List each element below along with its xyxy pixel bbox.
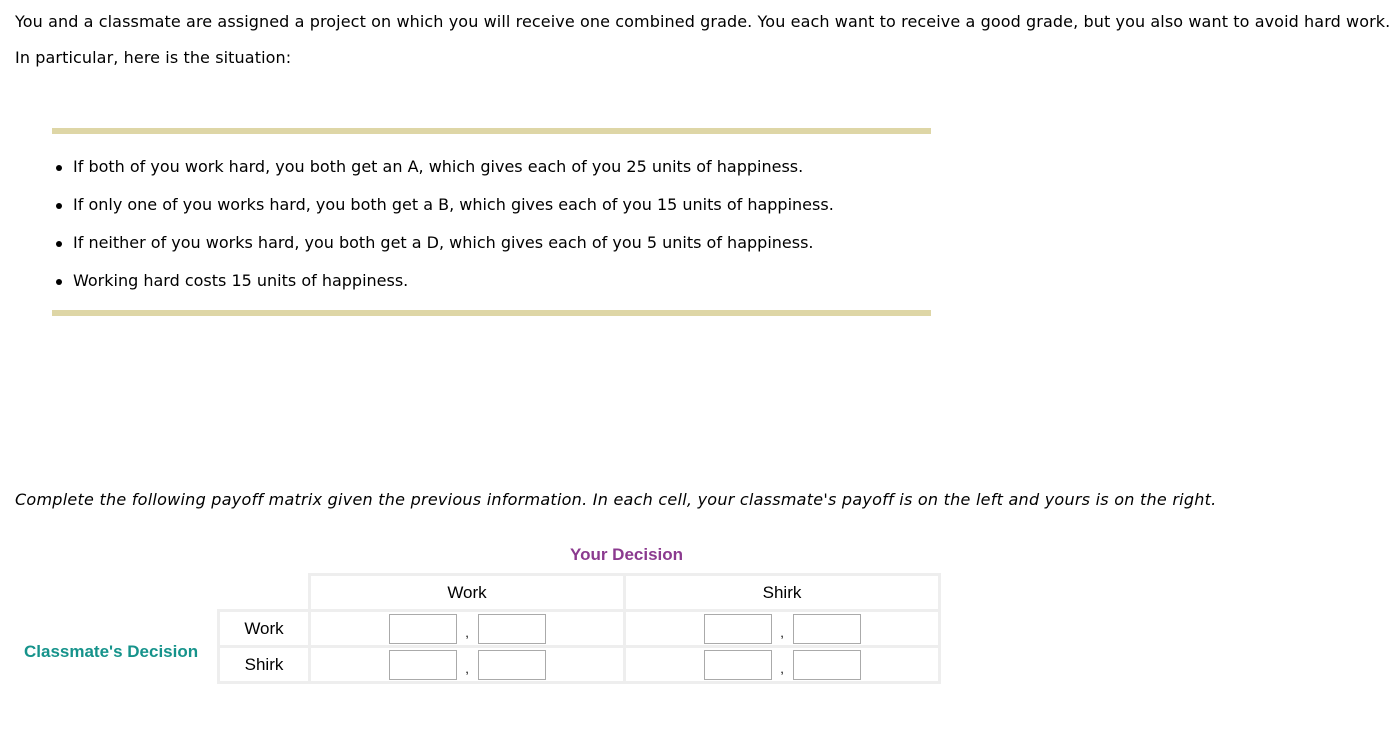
situation-text: If only one of you works hard, you both get a B, which gives each of you 15 units of happiness.: [73, 195, 834, 214]
situation-item: [52, 186, 931, 224]
row-header-shirk: Shirk: [219, 647, 310, 683]
row-header-work: Work: [219, 611, 310, 647]
separator: ,: [780, 661, 784, 676]
cell-shirk-shirk: [625, 647, 940, 683]
classmate-payoff-input[interactable]: [389, 650, 457, 680]
cell-work-shirk: [625, 611, 940, 647]
situation-box: [52, 128, 931, 316]
instructions: Complete the following payoff matrix given the previous information. In each cell, your classmate's payoff is on the left and yours is on the right.: [15, 490, 1217, 509]
your-payoff-input[interactable]: [793, 650, 861, 680]
your-payoff-input[interactable]: [478, 614, 546, 644]
situation-text: If neither of you works hard, you both get a D, which gives each of you 5 units of happiness.: [73, 233, 814, 252]
separator: ,: [465, 625, 469, 640]
classmate-payoff-input[interactable]: [704, 614, 772, 644]
corner-cell: [219, 575, 310, 611]
column-header-shirk: Shirk: [625, 575, 940, 611]
situation-item: [52, 148, 931, 186]
classmate-payoff-input[interactable]: [704, 650, 772, 680]
bullet-icon: [56, 203, 62, 209]
your-decision-label: Your Decision: [570, 545, 684, 564]
situation-item: [52, 262, 931, 300]
classmate-decision-label: Classmate's Decision: [24, 642, 199, 661]
situation-item: [52, 224, 931, 262]
bullet-icon: [56, 241, 62, 247]
cell-shirk-work: [310, 647, 625, 683]
situation-text: Working hard costs 15 units of happiness.: [73, 271, 409, 290]
bullet-icon: [56, 279, 62, 285]
your-payoff-input[interactable]: [793, 614, 861, 644]
situation-text: If both of you work hard, you both get an A, which gives each of you 25 units of happiness.: [73, 157, 804, 176]
classmate-payoff-input[interactable]: [389, 614, 457, 644]
intro-text: You and a classmate are assigned a project on which you will receive one combined grade. You each want to receive a good grade, but you also want to avoid hard work. In particular, here is the situation:: [15, 12, 1391, 67]
payoff-matrix: [217, 573, 941, 684]
separator: ,: [780, 625, 784, 640]
separator: ,: [465, 661, 469, 676]
bullet-icon: [56, 165, 62, 171]
your-payoff-input[interactable]: [478, 650, 546, 680]
column-header-work: Work: [310, 575, 625, 611]
cell-work-work: [310, 611, 625, 647]
